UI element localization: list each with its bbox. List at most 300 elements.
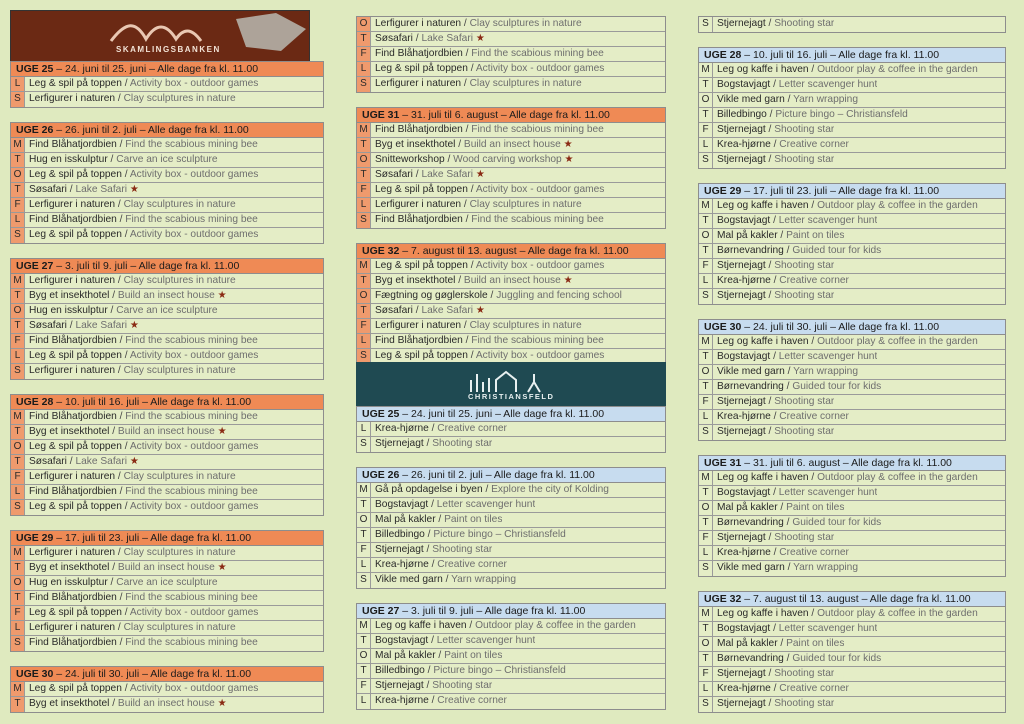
activity-english: Find the scabious mining bee	[125, 214, 258, 225]
separator-slash: /	[109, 698, 118, 709]
activity-row	[699, 561, 1005, 576]
activity-text	[25, 289, 227, 303]
star-icon: ★	[475, 33, 485, 44]
activity-danish: Mal på kakler	[375, 514, 436, 525]
activity-danish: Vikle med garn	[375, 574, 443, 585]
weekday-letter: S	[11, 636, 25, 651]
separator-slash: /	[467, 350, 476, 361]
activity-english: Find the scabious mining bee	[471, 214, 604, 225]
activity-text	[25, 606, 258, 620]
separator-slash: /	[115, 93, 124, 104]
activity-text	[25, 138, 258, 152]
week-block	[356, 603, 666, 710]
activity-text	[25, 168, 258, 182]
activity-english: Lake Safari	[421, 169, 473, 180]
activity-text	[371, 168, 485, 182]
activity-danish: Lerfigurer i naturen	[375, 78, 462, 89]
week-block	[356, 243, 666, 365]
activity-row	[699, 63, 1005, 78]
activity-text	[713, 546, 849, 560]
activity-text	[371, 573, 516, 588]
activity-text	[371, 213, 604, 228]
activity-english: Paint on tiles	[444, 514, 503, 525]
separator-slash: /	[462, 124, 472, 135]
activity-text	[713, 516, 881, 530]
weekday-letter: L	[699, 138, 713, 152]
activity-text	[713, 607, 978, 621]
activity-english: Creative corner	[779, 411, 849, 422]
week-header	[357, 604, 665, 619]
activity-english: Carve an ice sculpture	[116, 154, 218, 165]
weekday-letter: O	[699, 637, 713, 651]
activity-danish: Find Blåhatjordbien	[29, 637, 117, 648]
activity-english: Picture bingo – Christiansfeld	[433, 529, 566, 540]
activity-danish: Bogstavjagt	[375, 499, 429, 510]
weekday-letter: F	[357, 319, 371, 333]
weekday-letter: S	[357, 437, 371, 452]
activity-english: Activity box - outdoor games	[129, 501, 259, 512]
activity-row	[699, 123, 1005, 138]
activity-text	[371, 498, 535, 512]
activity-text	[25, 485, 258, 499]
activity-danish: Byg et insekthotel	[375, 275, 456, 286]
activity-text	[713, 289, 834, 304]
activity-english: Clay sculptures in nature	[123, 275, 236, 286]
activity-english: Shooting star	[774, 290, 835, 301]
activity-text	[25, 153, 218, 167]
activity-danish: Find Blåhatjordbien	[29, 486, 117, 497]
activity-danish: Stjernejagt	[717, 698, 766, 709]
activity-english: Shooting star	[774, 124, 835, 135]
activity-row	[357, 213, 665, 228]
weekday-letter: T	[11, 289, 25, 303]
activity-english: Find the scabious mining bee	[125, 335, 258, 346]
activity-english: Guided tour for kids	[792, 517, 882, 528]
activity-row	[357, 694, 665, 709]
activity-english: Carve an ice sculpture	[116, 305, 218, 316]
activity-row	[699, 697, 1005, 712]
week-header	[699, 456, 1005, 471]
activity-row	[357, 62, 665, 77]
activity-danish: Stjernejagt	[717, 532, 766, 543]
separator-slash: /	[766, 109, 776, 120]
activity-english: Paint on tiles	[786, 638, 845, 649]
activity-english: Letter scavenger hunt	[778, 351, 878, 362]
weekday-letter: O	[357, 289, 371, 303]
activity-english: Activity box - outdoor games	[129, 229, 259, 240]
activity-english: Picture bingo – Christiansfeld	[433, 665, 566, 676]
activity-text	[371, 334, 604, 348]
separator-slash: /	[423, 438, 433, 449]
activity-danish: Bogstavjagt	[717, 215, 771, 226]
activity-row	[11, 228, 323, 243]
activity-english: Activity box - outdoor games	[475, 184, 605, 195]
activity-text	[371, 123, 604, 137]
weekday-letter: L	[699, 546, 713, 560]
separator-slash: /	[461, 18, 470, 29]
activity-row	[699, 78, 1005, 93]
separator-slash: /	[109, 426, 118, 437]
weekday-letter: T	[11, 455, 25, 469]
separator-slash: /	[107, 577, 117, 588]
activity-text	[713, 93, 858, 107]
separator-slash: /	[777, 638, 787, 649]
activity-danish: Mal på kakler	[717, 230, 778, 241]
star-icon: ★	[217, 426, 227, 437]
activity-danish: Stjernejagt	[717, 124, 766, 135]
activity-row	[11, 213, 323, 228]
activity-danish: Byg et insekthotel	[29, 562, 110, 573]
activity-english: Lake Safari	[75, 456, 127, 467]
activity-english: Clay sculptures in nature	[123, 471, 236, 482]
activity-danish: Lerfigurer i naturen	[29, 275, 116, 286]
activity-english: Paint on tiles	[786, 502, 845, 513]
weekday-letter: T	[11, 319, 25, 333]
activity-row	[699, 682, 1005, 697]
activity-text	[25, 546, 236, 560]
weekday-letter: S	[699, 425, 713, 440]
week-block	[10, 258, 324, 380]
activity-text	[371, 483, 609, 497]
activity-danish: Lerfigurer i naturen	[29, 199, 116, 210]
separator-slash: /	[770, 623, 779, 634]
activity-english: Clay sculptures in nature	[469, 78, 582, 89]
activity-danish: Mal på kakler	[717, 502, 778, 513]
week-number: UGE 32	[362, 245, 400, 257]
activity-text	[713, 78, 877, 92]
weekday-letter: L	[699, 274, 713, 288]
separator-slash: /	[765, 698, 775, 709]
activity-text	[25, 92, 236, 107]
activity-row	[357, 498, 665, 513]
activity-danish: Bogstavjagt	[717, 351, 771, 362]
week-number: UGE 29	[704, 185, 742, 197]
activity-danish: Lerfigurer i naturen	[29, 622, 116, 633]
weekday-letter: T	[699, 244, 713, 258]
weekday-letter: T	[11, 591, 25, 605]
separator-slash: /	[467, 184, 476, 195]
activity-row	[699, 214, 1005, 229]
week-block	[698, 319, 1006, 441]
activity-row	[699, 153, 1005, 168]
activity-text	[713, 531, 834, 545]
week-number: UGE 26	[16, 124, 54, 136]
weekday-letter: L	[357, 694, 371, 709]
activity-danish: Hug en isskulptur	[29, 154, 108, 165]
separator-slash: /	[121, 78, 130, 89]
separator-slash: /	[466, 620, 476, 631]
weekday-letter: F	[11, 198, 25, 212]
activity-text	[25, 576, 218, 590]
activity-english: Find the scabious mining bee	[125, 411, 258, 422]
christiansfeld-logo-text: CHRISTIANSFELD	[468, 392, 555, 401]
activity-danish: Find Blåhatjordbien	[29, 411, 117, 422]
activity-danish: Leg og kaffe i haven	[717, 64, 809, 75]
weekday-letter: O	[11, 168, 25, 182]
activity-text	[713, 471, 978, 485]
activity-english: Creative corner	[779, 275, 849, 286]
activity-row	[357, 422, 665, 437]
activity-danish: Børnevandring	[717, 245, 784, 256]
weekday-letter: F	[699, 259, 713, 273]
separator-slash: /	[770, 547, 780, 558]
activity-text	[25, 274, 236, 288]
activity-english: Shooting star	[774, 698, 835, 709]
weekday-letter: T	[357, 634, 371, 648]
separator-slash: /	[66, 456, 76, 467]
activity-row	[699, 17, 1005, 32]
activity-danish: Lerfigurer i naturen	[29, 365, 116, 376]
activity-text	[25, 697, 227, 712]
activity-english: Clay sculptures in nature	[123, 547, 236, 558]
separator-slash: /	[442, 574, 452, 585]
activity-english: Build an insect house	[463, 139, 561, 150]
activity-text	[371, 694, 507, 709]
activity-row	[357, 289, 665, 304]
star-icon: ★	[217, 698, 227, 709]
activity-text	[713, 380, 881, 394]
separator-slash: /	[482, 484, 492, 495]
separator-slash: /	[461, 320, 470, 331]
activity-text	[713, 410, 849, 424]
activity-text	[371, 274, 573, 288]
separator-slash: /	[784, 562, 794, 573]
activity-english: Lake Safari	[421, 305, 473, 316]
activity-row	[699, 199, 1005, 214]
weekday-letter: T	[357, 138, 371, 152]
activity-text	[713, 682, 849, 696]
activity-text	[713, 17, 834, 32]
week-block	[356, 406, 666, 453]
activity-row	[11, 168, 323, 183]
activity-danish: Søsafari	[29, 320, 67, 331]
week-block	[10, 666, 324, 713]
activity-row	[11, 274, 323, 289]
week-header	[357, 468, 665, 483]
activity-text	[371, 664, 566, 678]
weekday-letter: O	[699, 229, 713, 243]
activity-text	[25, 455, 139, 469]
week-dates: – 24. juni til 25. juni – Alle dage fra kl. 11.00	[399, 408, 605, 420]
activity-row	[11, 470, 323, 485]
separator-slash: /	[121, 683, 130, 694]
weekday-letter: O	[357, 649, 371, 663]
separator-slash: /	[808, 200, 818, 211]
activity-row	[699, 395, 1005, 410]
weekday-letter: T	[357, 664, 371, 678]
activity-text	[371, 528, 566, 542]
activity-danish: Find Blåhatjordbien	[29, 214, 117, 225]
activity-english: Activity box - outdoor games	[129, 78, 259, 89]
activity-danish: Leg og kaffe i haven	[717, 336, 809, 347]
column-skamlingsbanken-left	[10, 61, 324, 713]
activity-row	[699, 425, 1005, 440]
activity-row	[357, 274, 665, 289]
activity-english: Explore the city of Kolding	[491, 484, 609, 495]
separator-slash: /	[765, 290, 775, 301]
weekday-letter: M	[357, 619, 371, 633]
weekday-letter: T	[11, 425, 25, 439]
activity-text	[25, 470, 236, 484]
week-block	[356, 107, 666, 229]
separator-slash: /	[435, 650, 445, 661]
weekday-letter: O	[357, 153, 371, 167]
separator-slash: /	[444, 154, 454, 165]
week-number: UGE 29	[16, 532, 54, 544]
weekday-letter: T	[699, 486, 713, 500]
activity-row	[11, 500, 323, 515]
activity-text	[25, 77, 258, 91]
separator-slash: /	[770, 683, 780, 694]
activity-row	[699, 274, 1005, 289]
activity-text	[25, 319, 139, 333]
activity-danish: Leg & spil på toppen	[29, 229, 122, 240]
separator-slash: /	[107, 305, 117, 316]
activity-danish: Stjernejagt	[375, 680, 424, 691]
activity-danish: Børnevandring	[717, 381, 784, 392]
weekday-letter: M	[357, 483, 371, 497]
separator-slash: /	[808, 472, 818, 483]
weekday-letter: M	[699, 607, 713, 621]
activity-danish: Lerfigurer i naturen	[375, 199, 462, 210]
activity-english: Letter scavenger hunt	[778, 79, 878, 90]
week-dates: – 10. juli til 16. juli – Alle dage fra kl. 11.00	[53, 396, 252, 408]
activity-row	[357, 558, 665, 573]
activity-text	[371, 619, 636, 633]
separator-slash: /	[770, 215, 779, 226]
weekday-letter: S	[357, 349, 371, 364]
week-number: UGE 31	[362, 109, 400, 121]
week-block	[698, 183, 1006, 305]
weekday-letter: T	[357, 168, 371, 182]
separator-slash: /	[765, 396, 775, 407]
activity-row	[11, 410, 323, 425]
separator-slash: /	[115, 471, 124, 482]
separator-slash: /	[428, 499, 437, 510]
separator-slash: /	[765, 668, 775, 679]
weekday-letter: F	[11, 470, 25, 484]
week-dates: – 31. juli til 6. august – Alle dage fra kl. 11.00	[741, 457, 952, 469]
activity-danish: Stjernejagt	[717, 18, 766, 29]
activity-english: Activity box - outdoor games	[129, 350, 259, 361]
separator-slash: /	[461, 78, 470, 89]
weekday-letter: T	[699, 380, 713, 394]
week-dates: – 17. juli til 23. juli – Alle dage fra kl. 11.00	[53, 532, 252, 544]
activity-text	[25, 183, 139, 197]
activity-english: Shooting star	[774, 532, 835, 543]
activity-danish: Leg og kaffe i haven	[717, 472, 809, 483]
week-block	[698, 47, 1006, 169]
activity-row	[357, 198, 665, 213]
activity-text	[371, 32, 485, 46]
separator-slash: /	[116, 139, 126, 150]
activity-english: Activity box - outdoor games	[129, 683, 259, 694]
separator-slash: /	[765, 260, 775, 271]
activity-danish: Søsafari	[375, 169, 413, 180]
separator-slash: /	[783, 245, 793, 256]
activity-danish: Bogstavjagt	[717, 79, 771, 90]
star-icon: ★	[129, 184, 139, 195]
activity-english: Paint on tiles	[444, 650, 503, 661]
weekday-letter: L	[699, 682, 713, 696]
week-block	[10, 122, 324, 244]
weekday-letter: M	[11, 682, 25, 696]
activity-danish: Leg & spil på toppen	[29, 78, 122, 89]
separator-slash: /	[424, 665, 434, 676]
week-dates: – 31. juli til 6. august – Alle dage fra kl. 11.00	[399, 109, 610, 121]
activity-row	[699, 486, 1005, 501]
week-number: UGE 32	[704, 593, 742, 605]
separator-slash: /	[428, 695, 438, 706]
activity-row	[699, 335, 1005, 350]
activity-english: Build an insect house	[117, 698, 215, 709]
activity-row	[699, 546, 1005, 561]
activity-row	[357, 17, 665, 32]
activity-english: Build an insect house	[117, 562, 215, 573]
weekday-letter: S	[699, 289, 713, 304]
activity-row	[357, 573, 665, 588]
separator-slash: /	[116, 214, 126, 225]
activity-danish: Stjernejagt	[717, 426, 766, 437]
weekday-letter: L	[11, 349, 25, 363]
activity-danish: Bogstavjagt	[375, 635, 429, 646]
weekday-letter: M	[11, 410, 25, 424]
activity-row	[357, 334, 665, 349]
activity-danish: Krea-hjørne	[717, 411, 771, 422]
activity-row	[699, 259, 1005, 274]
activity-row	[11, 319, 323, 334]
activity-text	[25, 561, 227, 575]
activity-danish: Stjernejagt	[717, 396, 766, 407]
separator-slash: /	[121, 501, 130, 512]
activity-danish: Leg & spil på toppen	[29, 501, 122, 512]
activity-english: Outdoor play & coffee in the garden	[475, 620, 636, 631]
activity-danish: Snitteworkshop	[375, 154, 445, 165]
activity-row	[11, 183, 323, 198]
weekday-letter: M	[699, 199, 713, 213]
star-icon: ★	[129, 320, 139, 331]
activity-danish: Hug en isskulptur	[29, 577, 108, 588]
activity-danish: Leg & spil på toppen	[29, 169, 122, 180]
activity-text	[713, 365, 858, 379]
activity-english: Clay sculptures in nature	[123, 199, 236, 210]
activity-text	[713, 214, 877, 228]
week-dates: – 10. juli til 16. juli – Alle dage fra kl. 11.00	[741, 49, 940, 61]
activity-english: Build an insect house	[463, 275, 561, 286]
separator-slash: /	[783, 381, 793, 392]
separator-slash: /	[428, 423, 438, 434]
week-dates: – 24. juli til 30. juli – Alle dage fra kl. 11.00	[741, 321, 940, 333]
weekday-letter: T	[699, 108, 713, 122]
activity-row	[699, 471, 1005, 486]
activity-english: Creative corner	[779, 547, 849, 558]
activity-danish: Billedbingo	[375, 529, 425, 540]
activity-english: Picture bingo – Christiansfeld	[775, 109, 908, 120]
activity-danish: Lerfigurer i naturen	[29, 471, 116, 482]
activity-text	[371, 513, 502, 527]
activity-text	[25, 228, 258, 243]
activity-row	[357, 319, 665, 334]
weekday-letter: S	[11, 228, 25, 243]
activity-english: Clay sculptures in nature	[469, 320, 582, 331]
weekday-letter: S	[699, 153, 713, 168]
weekday-letter: O	[11, 440, 25, 454]
weekday-letter: S	[699, 561, 713, 576]
star-icon: ★	[563, 139, 573, 150]
activity-danish: Leg & spil på toppen	[375, 184, 468, 195]
activity-row	[699, 289, 1005, 304]
skamlingsbanken-logo-text: SKAMLINGSBANKEN	[116, 45, 221, 54]
